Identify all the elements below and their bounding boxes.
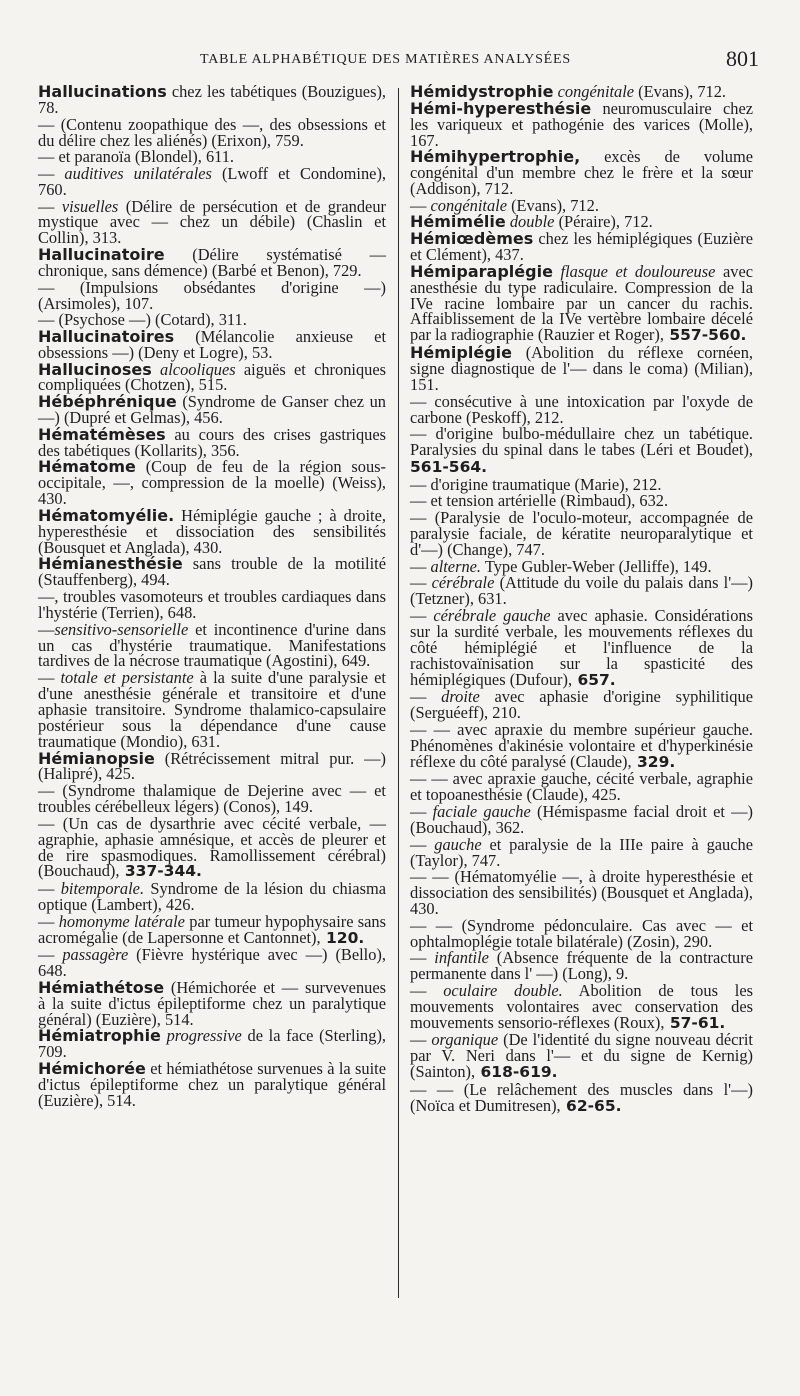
entry-text: — — (Le relâchement des muscles dans l'—) (Noïca et Dumitresen), [410,1080,753,1115]
entry-dash: — [410,1030,432,1050]
entry-text: (Délire systématisé — chronique, sans démence) (Barbé et Benon), 729. [38,245,386,280]
entry-headword: Hémimélie [410,212,506,232]
entry-dash: — [410,802,433,822]
entry-qualifier: infantile [434,948,489,968]
index-entry [38,459,386,507]
entry-page-reference: 561-564. [410,458,488,477]
entry-text: — (Un cas de dysarthrie avec cécité verbale, — agraphie, aphasie amnésique, et accès de pleurer et de rire spasmodiques. Ramollissement cérébral) (Bouchaud), [38,813,386,881]
index-entry [38,748,386,784]
index-entry [38,1061,386,1109]
entry-qualifier: homonyme latérale [58,911,185,931]
entry-text: — (Impulsions obsédantes d'origine —) (Arsimoles), 107. [38,277,386,313]
entry-headword: Hémichorée [38,1059,146,1079]
entry-text: et incontinence d'urine dans un cas d'hystérie traumatique. Manifestations tardives de la nécrose traumatique (Agostini), 649. [38,619,386,671]
entry-headword: Hémiœdèmes [410,229,534,249]
entry-text: (Fièvre hystérique avec —) (Bello), 648. [38,945,386,981]
entry-text: (Coup de feu de la région sous-occipitale, —, compression de la moelle) (Weiss), 430. [38,457,386,509]
entry-dash: — [410,948,435,968]
entry-text: (Délire de persécution et de grandeur mystique avec — chez un débile) (Chaslin et Collin), 313. [38,196,386,248]
entry-qualifier: alterne. [430,556,482,576]
index-entry [410,149,753,197]
entry-text: chez les tabétiques (Bouzigues), 78. [38,82,386,117]
entry-qualifier: sensitivo-sensorielle [54,619,189,639]
entry-text: — (Paralysie de l'oculo-moteur, accompagnée de paralysie faciale, de kératite neuroparalytique et d'—) (Change), 747. [410,508,753,559]
entry-text: (Syndrome de Ganser chez un —) (Dupré et Gelmas), 456. [38,392,386,428]
index-entry [410,771,753,803]
index-entry [410,605,753,689]
index-entry [410,98,753,150]
entry-text: — (Contenu zoopathique des —, des obsessions et du délire chez les aliénés) (Erixon), 759. [38,114,386,150]
entry-text: — — avec apraxie du membre supérieur gauche. Phénomènes d'akinésie volontaire et d'hyperkinésie réflexe du côté paralysé (Claude), [410,719,753,771]
entry-dash: — [410,687,442,707]
entry-qualifier: cérébrale gauche [433,605,551,625]
index-entry [410,510,753,558]
entry-qualifier: organique [431,1030,499,1050]
index-entry [38,947,386,979]
entry-page-reference: 57-61. [664,1013,726,1032]
index-entry [38,670,386,750]
entry-dash: — [38,879,61,899]
entry-page-reference: 618-619. [475,1063,558,1082]
index-entry [38,505,386,557]
entry-page-reference: 557-560. [663,326,747,345]
index-entry [38,881,386,913]
entry-text: au cours des crises gastriques des tabétiques (Kollarits), 356. [38,424,386,460]
page-header [0,46,800,76]
entry-text: avec aphasie. Considérations sur la surdité verbale, les mouvements réflexes du côté hémiplégié et l'influence de la rachistovaïnisation sur la spasticité des hémiplégiques (Dufour), [410,605,753,689]
entry-text: (Hémichorée et — survevenues à la suite d'ictus épileptiforme chez un paralytique général) (Euzière), 514. [38,977,386,1029]
entry-text: — d'origine traumatique (Marie), 212. [410,474,662,494]
index-entry [410,493,753,509]
entry-qualifier: double [505,212,555,232]
entry-text: (Rétrécissement mitral pur. —) (Halipré), 425. [38,748,386,784]
entry-text: neuromusculaire chez les variqueux et pathogénie des varices (Molle), 167. [410,98,753,150]
entry-dash: — [38,619,55,639]
entry-headword: Hallucinations [38,82,167,101]
entry-text: Syndrome de la lésion du chiasma optique (Lambert), 426. [38,879,386,915]
entry-dash: — [410,573,432,593]
index-entry [410,261,753,345]
entry-text: et paralysie de la IIIe paire à gauche (Taylor), 747. [410,834,753,870]
index-entry [38,326,386,362]
entry-text: aiguës et chroniques compliquées (Chotzen), 515. [38,359,386,395]
index-entry [410,719,753,771]
entry-page-reference: 62-65. [560,1096,622,1115]
entry-qualifier: congénitale [430,195,507,215]
right-column [410,84,753,1116]
entry-page-reference: 337-344. [119,862,202,881]
entry-text: (Hémispasme facial droit et —) (Bouchaud), 362. [410,802,753,837]
entry-text: (Mélancolie anxieuse et obsessions —) (Deny et Logre), 53. [38,326,386,362]
index-entry [410,804,753,836]
entry-text: chez les hémiplégiques (Euzière et Clément), 437. [410,229,753,265]
column-divider [398,88,399,1298]
entry-qualifier: passagère [62,945,129,965]
left-column [38,84,386,1110]
entry-text: (Lwoff et Condomine), 760. [38,163,386,199]
entry-headword: Hallucinatoire [38,245,165,265]
entry-page-reference: 329. [631,752,676,771]
entry-headword: Hématomyélie. [38,505,175,525]
index-entry [38,149,386,165]
entry-text: (Abolition du réflexe cornéen, signe diagnostique de l'— dans le coma) (Milian), 151. [410,343,753,394]
entry-text: Hémiplégie gauche ; à droite, hyperesthésie et dissociation des sensibilités (Bousquet et Anglada), 430. [38,505,386,557]
index-entry [38,196,386,248]
entry-headword: Hématémèses [38,424,166,444]
entry-text: avec aphasie d'origine syphilitique (Serguéeff), 210. [410,687,753,723]
index-entry [410,345,753,393]
entry-qualifier: visuelles [61,196,119,216]
index-entry [410,869,753,917]
entry-headword: Hallucinoses [38,359,152,379]
entry-text: (De l'identité du signe nouveau décrit par V. Neri dans l'— et du signe de Kernig) (Sainton), [410,1030,753,1082]
index-entry [410,915,753,951]
entry-text: — — avec apraxie gauche, cécité verbale, agraphie et topoanesthésie (Claude), 425. [410,769,753,805]
index-entry [38,114,386,150]
entry-dash: — [38,668,61,688]
index-entry [38,977,386,1029]
entry-headword: Hémianopsie [38,748,155,768]
entry-page-reference: 120. [320,928,365,947]
entry-text: (Attitude du voile du palais dans l'—) (Tetzner), 631. [410,573,753,609]
entry-qualifier: faciale gauche [432,802,531,822]
index-entry [38,312,386,328]
entry-text: Abolition de tous les mouvements volontaires avec conservation des mouvements sensorio-réflexes (Roux), [410,980,753,1032]
entry-text: sans trouble de la motilité (Stauffenberg), 494. [38,554,386,590]
index-entry [38,556,386,588]
index-entry [410,980,753,1032]
entry-text: et hémiathétose survenues à la suite d'ictus épileptiforme chez un paralytique général (Euzière), 514. [38,1059,386,1110]
entry-text: — consécutive à une intoxication par l'oxyde de carbone (Peskoff), 212. [410,391,753,427]
entry-text: excès de volume congénital d'un membre chez le frère et la sœur (Addison), 712. [410,147,753,199]
entry-headword: Hémianesthésie [38,554,183,574]
entry-text: à la suite d'une paralysie et d'une anesthésie générale et transitoire et d'une aphasie transitoire. Syndrome thalamico-capsulaire postérieur sous la dépendance d'une cause traumatique (Mondio), 631. [38,668,386,751]
entry-headword: Hémi-hyperesthésie [410,98,592,118]
entry-qualifier: flasque et douloureuse [552,261,716,281]
index-entry [410,1032,753,1081]
index-entry [38,619,386,671]
running-title: TABLE ALPHABÉTIQUE DES MATIÈRES ANALYSÉES [200,52,571,67]
index-entry [38,783,386,815]
entry-text: — et paranoïa (Blondel), 611. [38,147,235,167]
entry-dash: — [410,556,431,576]
entry-text: — (Syndrome thalamique de Dejerine avec — et troubles cérébelleux légers) (Conos), 149. [38,781,386,817]
index-entry [410,231,753,263]
entry-qualifier: droite [441,687,480,707]
page-number: 801 [726,46,759,71]
entry-qualifier: gauche [434,834,482,854]
index-entry [38,394,386,426]
entry-text: — (Psychose —) (Cotard), 311. [38,310,247,330]
index-entry [38,84,386,116]
entry-qualifier: totale et persistante [60,668,194,688]
entry-headword: Hébéphrénique [38,392,177,412]
entry-headword: Hémidystrophie [410,82,554,101]
entry-qualifier: oculaire double. [443,980,563,1000]
entry-dash: — [38,163,65,183]
index-entry [38,589,386,621]
entry-headword: Hémiatrophie [38,1026,161,1046]
entry-text: (Péraire), 712. [554,212,653,232]
entry-qualifier: congénitale [553,82,635,101]
entry-qualifier: bitemporale. [60,879,145,899]
index-entry [38,277,386,313]
entry-qualifier: auditives unilatérales [64,163,212,183]
entry-qualifier: alcooliques [151,359,236,379]
entry-text: par tumeur hypophysaire sans acromégalie (de Lapersonne et Cantonnet), [38,911,386,947]
index-entry [410,474,753,494]
entry-headword: Hémiparaplégie [410,261,553,281]
entry-text: avec anesthésie du type radiculaire. Compression de la IVe racine lombaire par un cancer du rachis. Affaiblissement de la IVe vertèbre lombaire décelé par la radiographie (Rauzier et Roger), [410,261,753,345]
entry-dash: — [410,605,434,625]
entry-headword: Hémihypertrophie, [410,147,581,167]
index-entry [38,163,386,199]
entry-dash: — [38,911,59,931]
entry-dash: — [38,196,62,216]
entry-text: Type Gubler-Weber (Jelliffe), 149. [481,556,712,576]
entry-text: (Absence fréquente de la contracture permanente dans l' —) (Long), 9. [410,948,753,984]
entry-text: de la face (Sterling), 709. [38,1026,386,1062]
entry-dash: — [38,945,63,965]
index-entry [410,689,753,721]
index-entry [38,813,386,881]
entry-headword: Hallucinatoires [38,326,175,346]
index-entry [38,424,386,460]
entry-page-reference: 657. [572,670,616,689]
entry-text: — — (Hématomyélie —, à droite hyperesthésie et dissociation des sensibilités) (Bousquet et Anglada), 430. [410,867,753,919]
entry-dash: — [410,834,435,854]
entry-dash: — [410,195,431,215]
index-entry [410,426,753,476]
index-entry [410,950,753,982]
index-entry [410,214,753,230]
index-entry [410,84,753,100]
entry-qualifier: cérébrale [431,573,495,593]
index-entry [410,834,753,870]
index-entry [38,911,386,947]
entry-dash: — [410,980,444,1000]
entry-text: — et tension artérielle (Rimbaud), 632. [410,491,669,511]
entry-headword: Hémiplégie [410,343,512,363]
entry-text: —, troubles vasomoteurs et troubles cardiaques dans l'hystérie (Terrien), 648. [38,587,386,622]
index-entry [38,1028,386,1060]
index-entry [38,359,386,395]
entry-text: — d'origine bulbo-médullaire chez un tabétique. Paralysies du spinal dans le tabes (Léri et Boudet), [410,424,753,460]
entry-headword: Hématome [38,457,136,477]
entry-text: (Evans), 712. [634,82,727,101]
index-entry [410,391,753,427]
index-entry [410,195,753,215]
index-entry [410,1082,753,1115]
index-entry [38,247,386,279]
index-entry [410,575,753,607]
entry-headword: Hémiathétose [38,977,165,997]
index-entry [410,556,753,576]
entry-text: — — (Syndrome pédonculaire. Cas avec — et ophtalmoplégie totale bilatérale) (Zosin), 290. [410,915,753,951]
entry-text: (Evans), 712. [506,195,599,215]
entry-qualifier: progressive [160,1026,242,1046]
